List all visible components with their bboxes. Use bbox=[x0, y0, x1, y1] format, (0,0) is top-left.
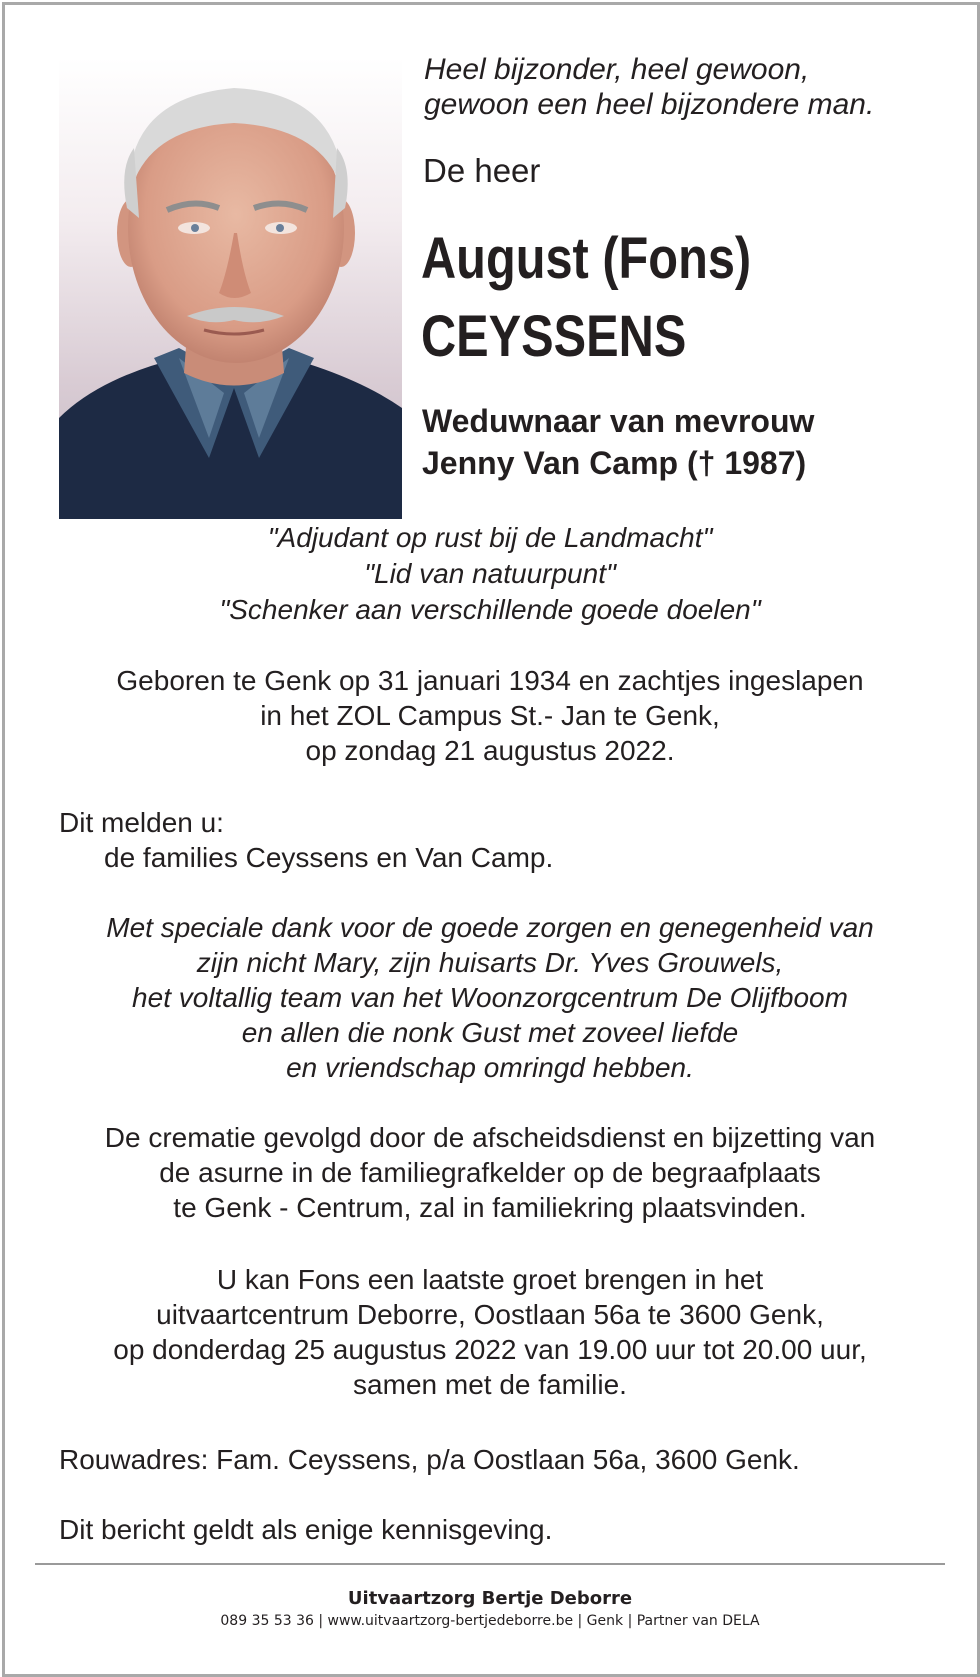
farewell-paragraph bbox=[40, 1262, 940, 1402]
birth-paragraph bbox=[40, 663, 940, 768]
birth-line: op zondag 21 augustus 2022. bbox=[305, 735, 675, 766]
farewell-line: op donderdag 25 augustus 2022 van 19.00 uur tot 20.00 uur, bbox=[113, 1334, 867, 1365]
announce-families: de families Ceyssens en Van Camp. bbox=[104, 842, 554, 873]
birth-line: Geboren te Genk op 31 januari 1934 en zachtjes ingeslapen bbox=[116, 665, 864, 696]
mourning-address: Rouwadres: Fam. Ceyssens, p/a Oostlaan 56a, 3600 Genk. bbox=[59, 1444, 800, 1475]
cremation-line: te Genk - Centrum, zal in familiekring plaatsvinden. bbox=[173, 1192, 807, 1223]
last-name: CEYSSENS bbox=[421, 304, 687, 369]
announce-paragraph bbox=[59, 805, 959, 875]
quotes bbox=[40, 520, 940, 628]
cremation-line: De crematie gevolgd door de afscheidsdienst en bijzetting van bbox=[104, 1122, 876, 1153]
footer-divider bbox=[35, 1563, 945, 1565]
portrait-photo bbox=[59, 58, 402, 519]
motto bbox=[424, 52, 964, 122]
spouse-name: Jenny Van Camp († 1987) bbox=[422, 445, 807, 481]
notice-text: Dit bericht geldt als enige kennisgeving. bbox=[59, 1514, 553, 1545]
announce-line: Dit melden u: bbox=[59, 807, 224, 838]
farewell-line: samen met de familie. bbox=[353, 1369, 627, 1400]
quote: "Schenker aan verschillende goede doelen" bbox=[219, 594, 761, 625]
quote: "Adjudant op rust bij de Landmacht" bbox=[267, 522, 713, 553]
thanks-line: en allen die nonk Gust met zoveel liefde bbox=[241, 1017, 739, 1048]
widower-line bbox=[422, 400, 962, 484]
quote: "Lid van natuurpunt" bbox=[364, 558, 616, 589]
birth-line: in het ZOL Campus St.- Jan te Genk, bbox=[260, 700, 720, 731]
funeral-company-name: Uitvaartzorg Bertje Deborre bbox=[347, 1588, 633, 1609]
thanks-line: het voltallig team van het Woonzorgcentrum De Olijfboom bbox=[132, 982, 848, 1013]
motto-line: gewoon een heel bijzondere man. bbox=[424, 88, 875, 121]
first-name: August (Fons) bbox=[421, 226, 752, 291]
widower-text: Weduwnaar van mevrouw bbox=[422, 403, 815, 439]
thanks-line: zijn nicht Mary, zijn huisarts Dr. Yves Grouwels, bbox=[196, 947, 784, 978]
farewell-line: uitvaartcentrum Deborre, Oostlaan 56a te 3600 Genk, bbox=[156, 1299, 824, 1330]
funeral-company-contact: 089 35 53 36 | www.uitvaartzorg-bertjedeborre.be | Genk | Partner van DELA bbox=[220, 1613, 760, 1629]
deceased-name bbox=[421, 220, 875, 376]
thanks-line: Met speciale dank voor de goede zorgen en genegenheid van bbox=[106, 912, 874, 943]
motto-line: Heel bijzonder, heel gewoon, bbox=[424, 53, 810, 86]
thanks-paragraph bbox=[40, 910, 940, 1085]
salutation: De heer bbox=[423, 152, 541, 189]
thanks-line: en vriendschap omringd hebben. bbox=[286, 1052, 694, 1083]
cremation-line: de asurne in de familiegrafkelder op de begraafplaats bbox=[159, 1157, 821, 1188]
farewell-line: U kan Fons een laatste groet brengen in het bbox=[216, 1264, 764, 1295]
cremation-paragraph bbox=[40, 1120, 940, 1225]
